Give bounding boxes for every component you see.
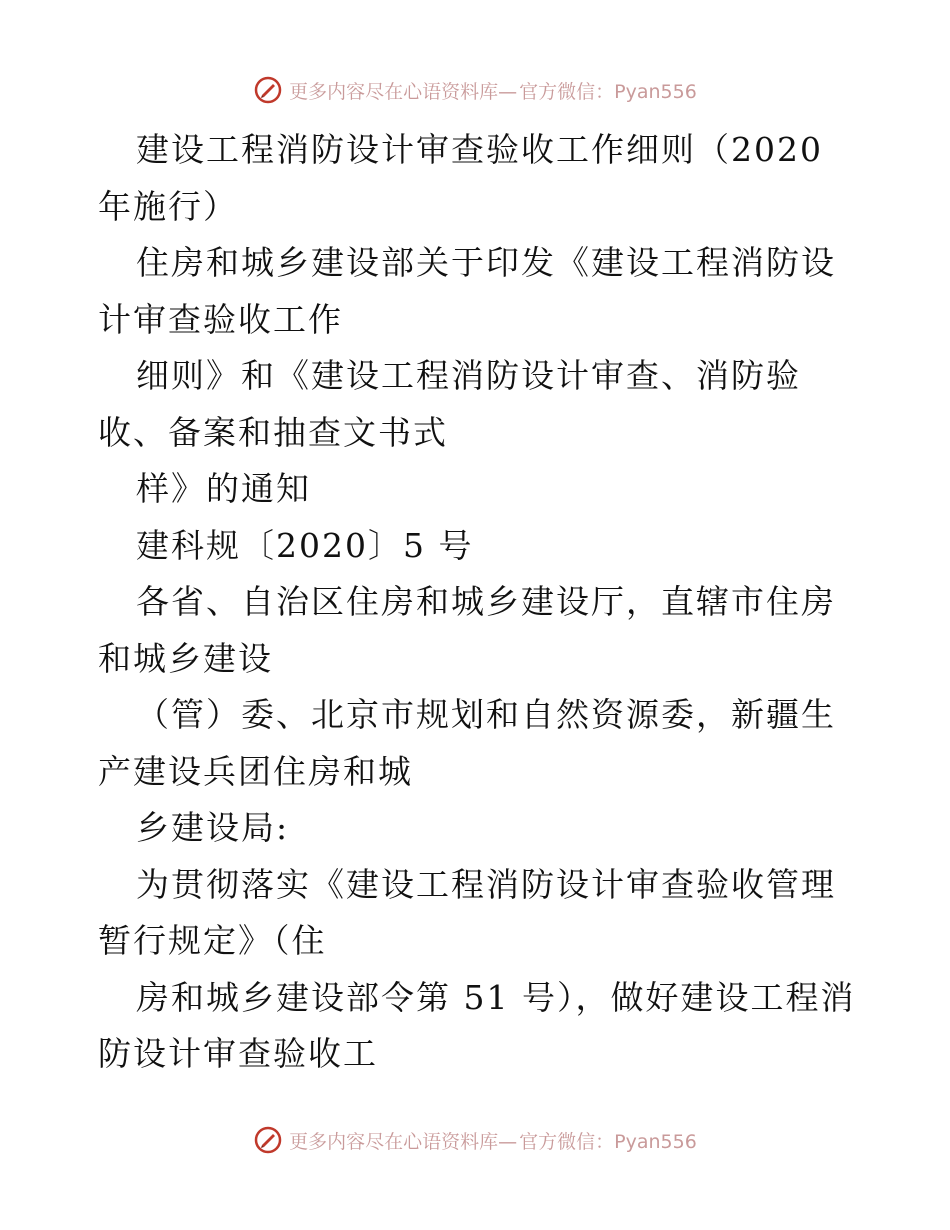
document-title: 建设工程消防设计审查验收工作细则（2020 年施行）: [98, 130, 823, 226]
addressee-line-2: （管）委、北京市规划和自然资源委，新疆生产建设兵团住房和城: [98, 695, 836, 791]
document-number: 建科规〔2020〕5 号: [136, 525, 474, 565]
watermark-wechat-text: 官方微信：Pyan556: [519, 80, 697, 103]
watermark-wechat-text: 官方微信：Pyan556: [519, 1130, 697, 1153]
watermark-site-text: 更多内容尽在心语资料库—: [289, 80, 518, 103]
pen-logo-icon: [253, 1125, 283, 1155]
pen-logo-icon: [253, 75, 283, 105]
notice-title-line-2: 细则》和《建设工程消防设计审查、消防验收、备案和抽查文书式: [98, 356, 801, 452]
header-watermark: [0, 74, 950, 106]
body-paragraph-1: 为贯彻落实《建设工程消防设计审查验收管理暂行规定》（住: [98, 864, 836, 960]
document-body: [98, 122, 858, 1083]
body-paragraph-2: 房和城乡建设部令第 51 号），做好建设工程消防设计审查验收工: [98, 977, 856, 1073]
addressee-line-1: 各省、自治区住房和城乡建设厅，直辖市住房和城乡建设: [98, 582, 836, 678]
watermark-site-text: 更多内容尽在心语资料库—: [289, 1130, 518, 1153]
notice-title-line-3: 样》的通知: [136, 469, 311, 508]
footer-watermark: [0, 1124, 950, 1156]
notice-title-line-1: 住房和城乡建设部关于印发《建设工程消防设计审查验收工作: [98, 243, 836, 339]
addressee-line-3: 乡建设局:: [136, 808, 290, 847]
